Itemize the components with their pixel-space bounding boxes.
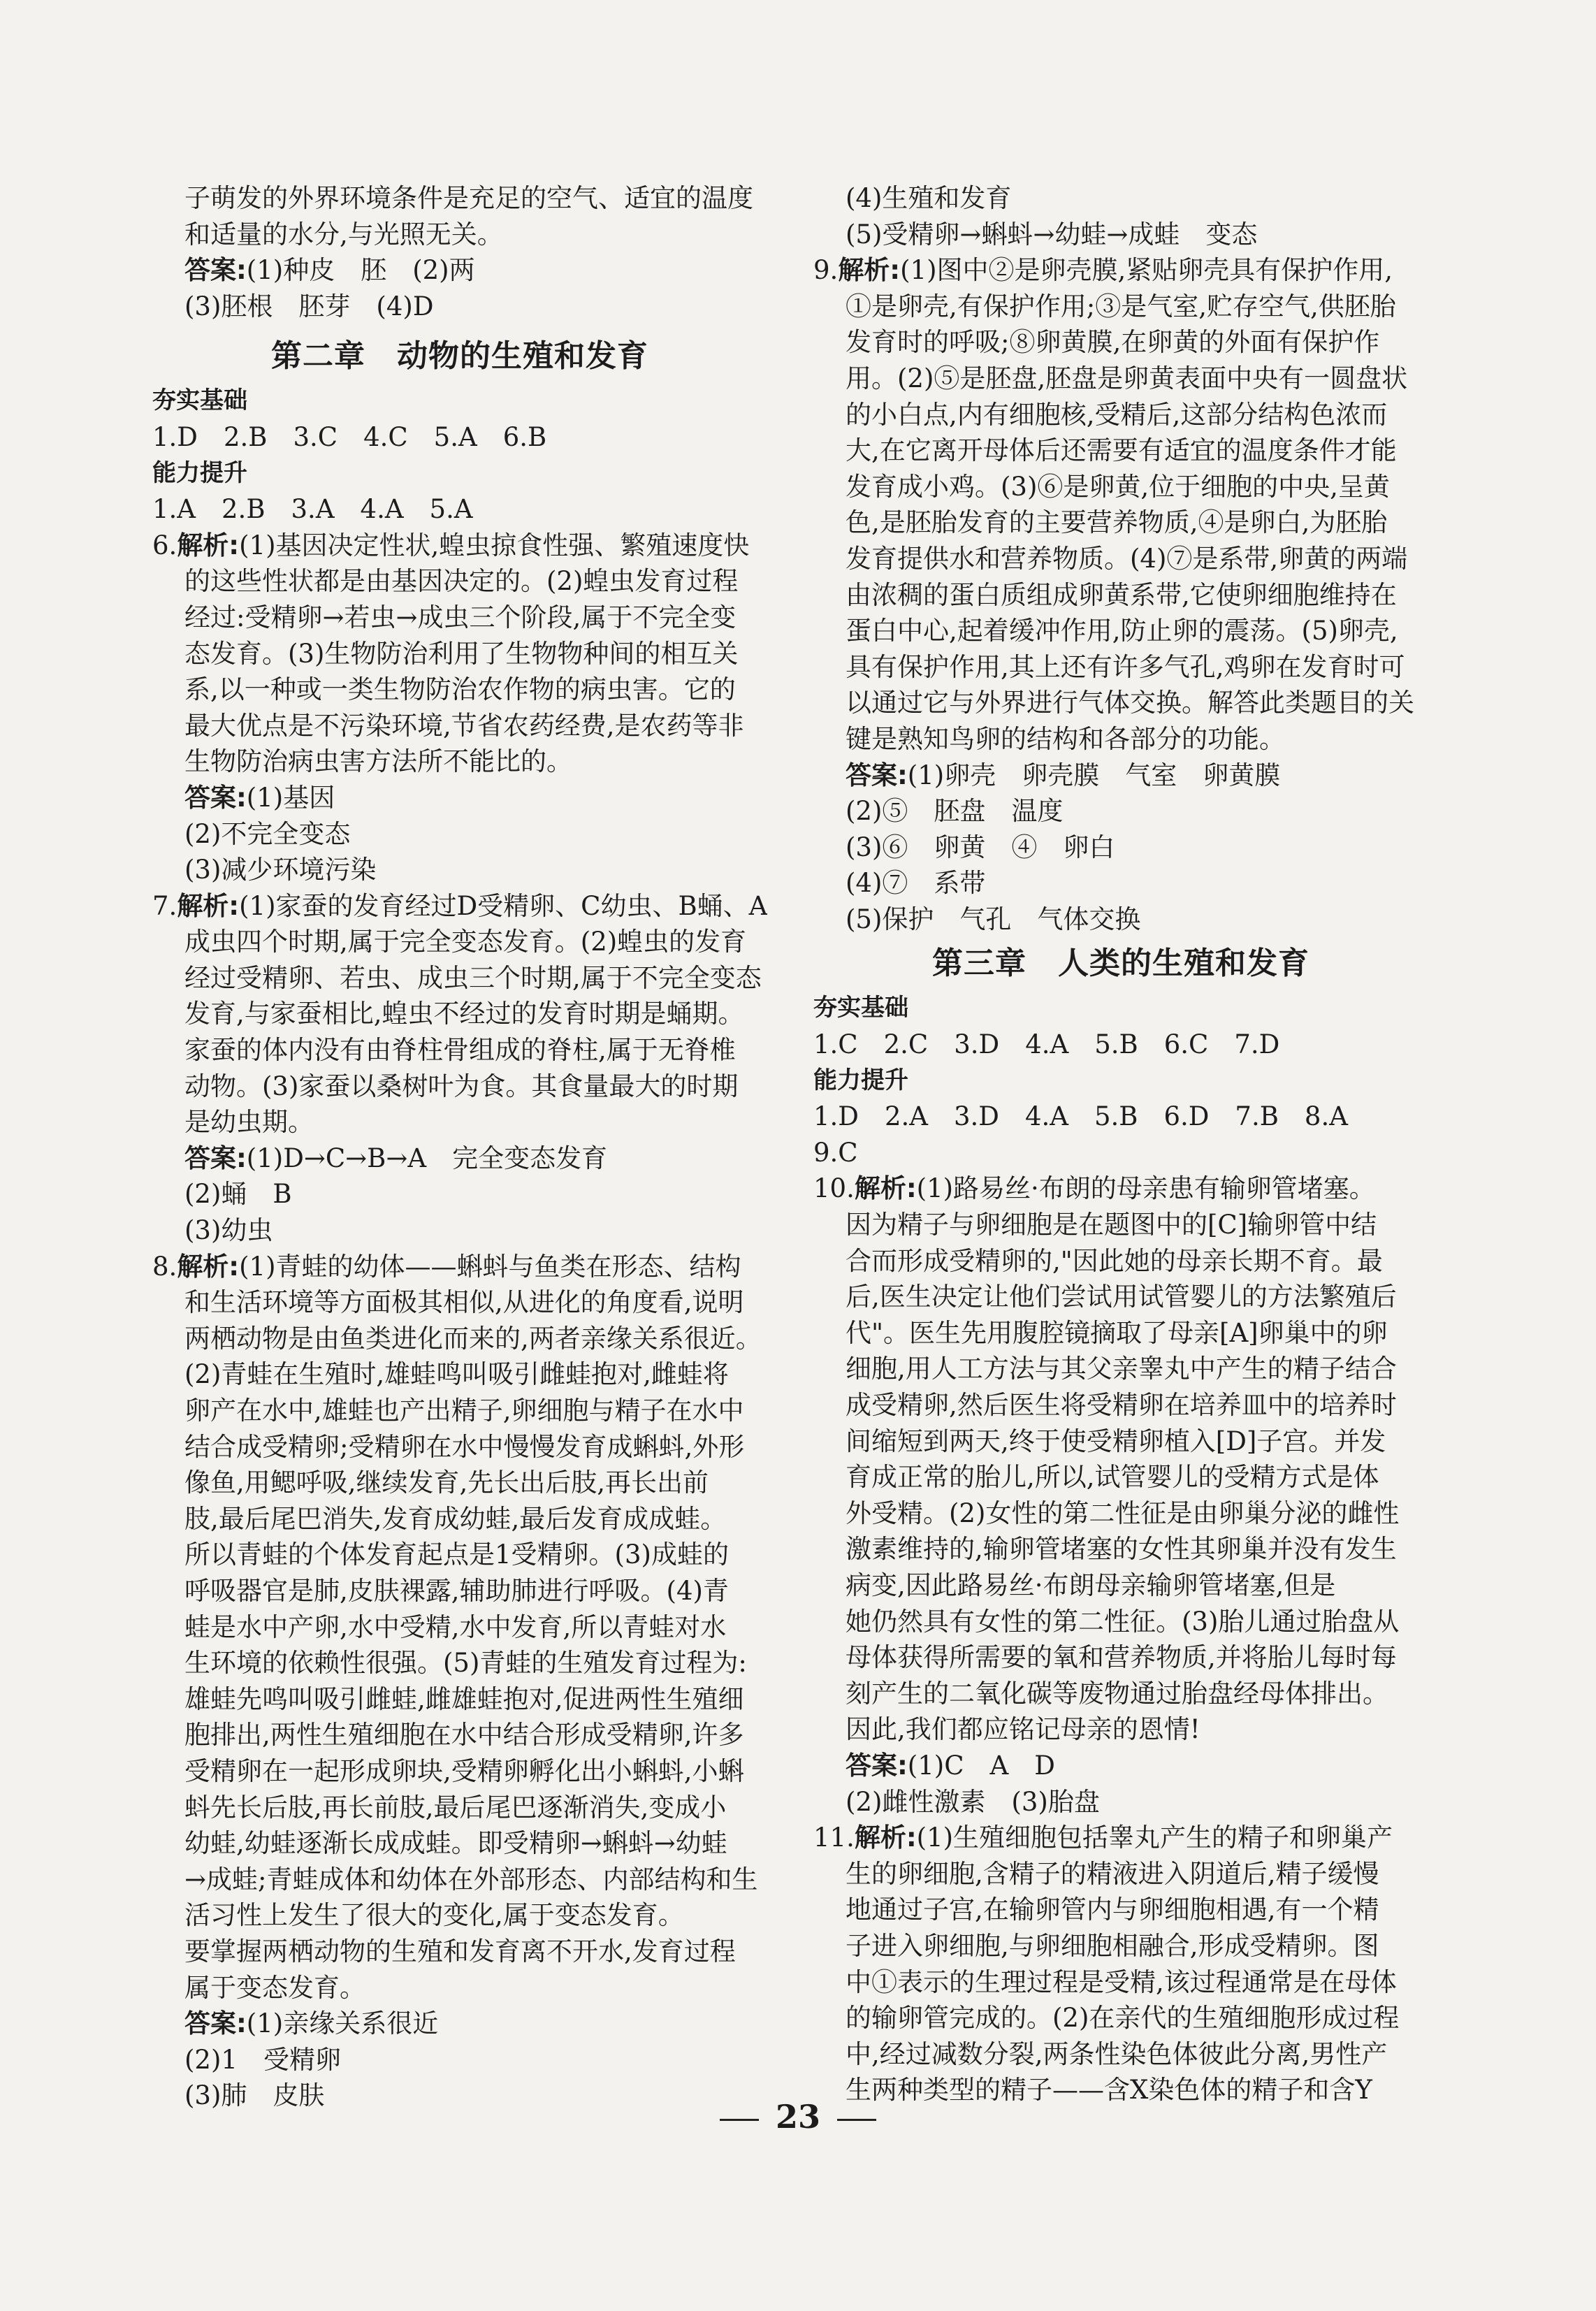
text-line: 生两种类型的精子——含X染色体的精子和含Y (846, 2075, 1372, 2106)
text-line: ①是卵壳,有保护作用;③是气室,贮存空气,供胚胎 (846, 291, 1396, 321)
question-number: 10. (813, 1173, 855, 1204)
text-line: 发育,与家蚕相比,蝗虫不经过的发育时期是蛹期。 (184, 999, 744, 1029)
answer-text: (1)卵壳 卵壳膜 气室 卵黄膜 (907, 760, 1281, 790)
answer-text: (1)C A D (907, 1750, 1055, 1781)
text-line: 大,在它离开母体后还需要有适宜的温度条件才能 (846, 435, 1397, 466)
text-line: 幼蛙,幼蛙逐渐长成成蛙。即受精卵→蝌蚪→幼蛙 (184, 1828, 727, 1859)
text-line: 键是熟知鸟卵的结构和各部分的功能。 (846, 723, 1285, 754)
text-line: 卵产在水中,雄蛙也产出精子,卵细胞与精子在水中 (184, 1396, 744, 1426)
right-column (813, 180, 1428, 2108)
text-line: →成蛙;青蛙成体和幼体在外部形态、内部结构和生 (184, 1864, 758, 1895)
text-line: 病变,因此路易丝·布朗母亲输卵管堵塞,但是 (846, 1570, 1336, 1600)
text-line: (3)⑥ 卵黄 ④ 卵白 (846, 832, 1115, 862)
text-line: 生的卵细胞,含精子的精液进入阴道后,精子缓慢 (846, 1858, 1379, 1889)
text-line: 激素维持的,输卵管堵塞的女性其卵巢并没有发生 (846, 1534, 1397, 1565)
answer-text: (1)基因 (246, 782, 335, 813)
analysis-text: (1)家蚕的发育经过D受精卵、C幼虫、B蛹、A (239, 890, 767, 921)
text-line: 属于变态发育。 (184, 1972, 365, 2003)
text-line: (2)1 受精卵 (184, 2044, 341, 2075)
text-line: 以通过它与外界进行气体交换。解答此类题目的关 (846, 688, 1414, 718)
text-line: 两栖动物是由鱼类进化而来的,两者亲缘关系很近。 (184, 1323, 762, 1354)
text-line: 后,医生决定让他们尝试用试管婴儿的方法繁殖后 (846, 1282, 1397, 1312)
answer-line (813, 758, 1428, 794)
chapter-heading: 第二章 动物的生殖和发育 (271, 338, 648, 375)
answer-line (152, 1140, 767, 1177)
text-line: 像鱼,用鳃呼吸,继续发育,先长出后肢,再长出前 (184, 1468, 709, 1498)
answer-label: 答案: (184, 255, 247, 286)
text-line: 合而形成受精卵的,"因此她的母亲长期不育。最 (846, 1245, 1383, 1276)
text-line: 子进入卵细胞,与卵细胞相融合,形成受精卵。图 (846, 1930, 1379, 1961)
text-line: 的小白点,内有细胞核,受精后,这部分结构色浓而 (846, 399, 1388, 430)
text-line: 用。(2)⑤是胚盘,胚盘是卵黄表面中央有一圆盘状 (846, 363, 1408, 393)
page-number-dash-left (720, 2119, 759, 2121)
analysis-label: 解析: (177, 1251, 240, 1282)
analysis-text: (1)生殖细胞包括睾丸产生的精子和卵巢产 (916, 1823, 1393, 1853)
text-line: 活习性上发生了很大的变化,属于变态发育。 (184, 1900, 684, 1931)
text-line: 色,是胚胎发育的主要营养物质,④是卵白,为胚胎 (846, 507, 1388, 538)
text-line: 动物。(3)家蚕以桑树叶为食。其食量最大的时期 (184, 1071, 739, 1101)
analysis-text: (1)基因决定性状,蝗虫掠食性强、繁殖速度快 (239, 530, 750, 560)
text-line: (4)生殖和发育 (846, 183, 1012, 213)
text-line: 系,以一种或一类生物防治农作物的病虫害。它的 (184, 674, 736, 705)
text-line: 中,经过减数分裂,两条性染色体彼此分离,男性产 (846, 2038, 1388, 2069)
text-line: 因此,我们都应铭记母亲的恩情! (846, 1714, 1200, 1745)
text-line: (3)肺 皮肤 (184, 2080, 325, 2111)
text-line: 发育成小鸡。(3)⑥是卵黄,位于细胞的中央,呈黄 (846, 471, 1390, 502)
answer-text: (1)D→C→B→A 完全变态发育 (246, 1143, 608, 1173)
text-line: 生物防治病虫害方法所不能比的。 (184, 746, 572, 777)
analysis-text: (1)路易丝·布朗的母亲患有输卵管堵塞。 (916, 1173, 1375, 1204)
text-line: 和生活环境等方面极其相似,从进化的角度看,说明 (184, 1287, 744, 1318)
page-number-dash-right (837, 2119, 876, 2121)
text-line: 代"。医生先用腹腔镜摘取了母亲[A]卵巢中的卵 (846, 1317, 1388, 1348)
analysis-label: 解析: (838, 255, 901, 286)
page-number (0, 2098, 1596, 2136)
text-line: 肢,最后尾巴消失,发育成幼蛙,最后发育成成蛙。 (184, 1503, 727, 1534)
answer-text: (1)种皮 胚 (2)两 (246, 255, 475, 286)
analysis-line (813, 1171, 1428, 1207)
text-line: 子萌发的外界环境条件是充足的空气、适宜的温度 (184, 183, 753, 213)
text-line: (2)青蛙在生殖时,雄蛙鸣叫吸引雌蛙抱对,雌蛙将 (184, 1359, 729, 1390)
text-line: (4)⑦ 系带 (846, 868, 986, 899)
text-line: 的这些性状都是由基因决定的。(2)蝗虫发育过程 (184, 566, 739, 597)
text-line: 间缩短到两天,终于使受精卵植入[D]子宫。并发 (846, 1426, 1386, 1456)
text-line: 态发育。(3)生物防治利用了生物物种间的相互关 (184, 638, 739, 669)
left-column (152, 180, 767, 2114)
analysis-text: (1)图中②是卵壳膜,紧贴卵壳具有保护作用, (900, 255, 1393, 286)
text-line: (5)受精卵→蝌蚪→幼蛙→成蛙 变态 (846, 219, 1258, 249)
text-line: 蛋白中心,起着缓冲作用,防止卵的震荡。(5)卵壳, (846, 616, 1398, 646)
text-line: 蚪先长后肢,再长前肢,最后尾巴逐渐消失,变成小 (184, 1792, 727, 1823)
text-line: 她仍然具有女性的第二性征。(3)胎儿通过胎盘从 (846, 1606, 1400, 1637)
text-line: (3)胚根 胚芽 (4)D (184, 291, 434, 321)
answer-label: 答案: (184, 782, 247, 813)
text-line: 因为精子与卵细胞是在题图中的[C]输卵管中结 (846, 1210, 1377, 1240)
text-line: 地通过子宫,在输卵管内与卵细胞相遇,有一个精 (846, 1895, 1379, 1925)
text-line: 细胞,用人工方法与其父亲睾丸中产生的精子结合 (846, 1354, 1397, 1384)
answer-line (813, 1748, 1428, 1784)
analysis-label: 解析: (177, 530, 240, 560)
text-line: 母体获得所需要的氧和营养物质,并将胎儿每时每 (846, 1642, 1397, 1673)
text-line: 呼吸器官是肺,皮肤裸露,辅助肺进行呼吸。(4)青 (184, 1575, 729, 1606)
analysis-line (152, 1249, 767, 1285)
answer-label: 答案: (184, 1143, 247, 1173)
text-line: 9.C (813, 1137, 858, 1168)
text-line: 由浓稠的蛋白质组成卵黄系带,它使卵细胞维持在 (846, 579, 1397, 610)
text-line: 1.D 2.A 3.D 4.A 5.B 6.D 7.B 8.A (813, 1101, 1348, 1132)
text-line: 成受精卵,然后医生将受精卵在培养皿中的培养时 (846, 1390, 1397, 1420)
text-line: (5)保护 气孔 气体交换 (846, 904, 1141, 934)
text-line: (2)雌性激素 (3)胎盘 (846, 1786, 1100, 1817)
analysis-line (152, 888, 767, 925)
text-line: 所以青蛙的个体发育起点是1受精卵。(3)成蛙的 (184, 1540, 729, 1570)
text-line: 蛙是水中产卵,水中受精,水中发育,所以青蛙对水 (184, 1611, 727, 1642)
text-line: 家蚕的体内没有由脊柱骨组成的脊柱,属于无脊椎 (184, 1035, 736, 1066)
answer-line (152, 780, 767, 816)
section-heading: 夯实基础 (152, 386, 247, 415)
text-line: 刻产生的二氧化碳等废物通过胎盘经母体排出。 (846, 1678, 1388, 1709)
text-line: 最大优点是不污染环境,节省农药经费,是农药等非 (184, 710, 744, 741)
text-line: 中①表示的生理过程是受精,该过程通常是在母体 (846, 1966, 1397, 1997)
text-line: 1.A 2.B 3.A 4.A 5.A (152, 494, 473, 525)
section-heading: 能力提升 (813, 1066, 908, 1094)
text-line: 和适量的水分,与光照无关。 (184, 219, 503, 249)
answer-line (152, 252, 767, 289)
text-line: 1.D 2.B 3.C 4.C 5.A 6.B (152, 421, 547, 452)
text-line: (2)不完全变态 (184, 818, 351, 849)
text-line: 具有保护作用,其上还有许多气孔,鸡卵在发育时可 (846, 651, 1405, 682)
text-line: 结合成受精卵;受精卵在水中慢慢发育成蝌蚪,外形 (184, 1431, 745, 1462)
analysis-label: 解析: (854, 1173, 917, 1204)
analysis-label: 解析: (854, 1823, 917, 1853)
text-line: 是幼虫期。 (184, 1107, 314, 1138)
analysis-line (152, 528, 767, 564)
text-line: 雄蛙先鸣叫吸引雌蛙,雌雄蛙抱对,促进两性生殖细 (184, 1683, 744, 1714)
question-number: 8. (152, 1251, 177, 1282)
text-line: 的输卵管完成的。(2)在亲代的生殖细胞形成过程 (846, 2003, 1400, 2034)
question-number: 9. (813, 255, 839, 286)
question-number: 11. (813, 1823, 855, 1853)
text-line: 胞排出,两性生殖细胞在水中结合形成受精卵,许多 (184, 1720, 744, 1751)
text-line: 受精卵在一起形成卵块,受精卵孵化出小蝌蚪,小蝌 (184, 1755, 744, 1786)
answer-line (152, 2006, 767, 2042)
page-number-text: 23 (775, 2098, 820, 2136)
text-line: (3)幼虫 (184, 1215, 273, 1246)
text-line: (2)⑤ 胚盘 温度 (846, 796, 1064, 827)
answer-text: (1)亲缘关系很近 (246, 2008, 439, 2039)
text-line: 育成正常的胎儿,所以,试管婴儿的受精方式是体 (846, 1462, 1379, 1493)
question-number: 6. (152, 530, 177, 560)
text-line: 成虫四个时期,属于完全变态发育。(2)蝗虫的发育 (184, 927, 747, 957)
text-line: 经过受精卵、若虫、成虫三个时期,属于不完全变态 (184, 962, 762, 993)
analysis-text: (1)青蛙的幼体——蝌蚪与鱼类在形态、结构 (239, 1251, 741, 1282)
section-heading: 夯实基础 (813, 994, 908, 1022)
section-heading: 能力提升 (152, 458, 247, 487)
text-line: 经过:受精卵→若虫→成虫三个阶段,属于不完全变 (184, 602, 737, 632)
answer-label: 答案: (846, 1750, 908, 1781)
chapter-heading: 第三章 人类的生殖和发育 (932, 946, 1310, 982)
text-line: 发育提供水和营养物质。(4)⑦是系带,卵黄的两端 (846, 543, 1408, 574)
text-line: (2)蛹 B (184, 1179, 292, 1210)
question-number: 7. (152, 890, 177, 921)
answer-label: 答案: (184, 2008, 247, 2039)
analysis-label: 解析: (177, 890, 240, 921)
text-line: 外受精。(2)女性的第二性征是由卵巢分泌的雌性 (846, 1498, 1400, 1528)
analysis-line (813, 252, 1428, 289)
text-line: 1.C 2.C 3.D 4.A 5.B 6.C 7.D (813, 1029, 1280, 1060)
text-line: 生环境的依赖性很强。(5)青蛙的生殖发育过程为: (184, 1648, 747, 1679)
answer-label: 答案: (846, 760, 908, 790)
text-line: (3)减少环境污染 (184, 855, 377, 885)
text-line: 发育时的呼吸;⑧卵黄膜,在卵黄的外面有保护作 (846, 327, 1380, 358)
analysis-line (813, 1820, 1428, 1856)
text-line: 要掌握两栖动物的生殖和发育离不开水,发育过程 (184, 1936, 736, 1966)
